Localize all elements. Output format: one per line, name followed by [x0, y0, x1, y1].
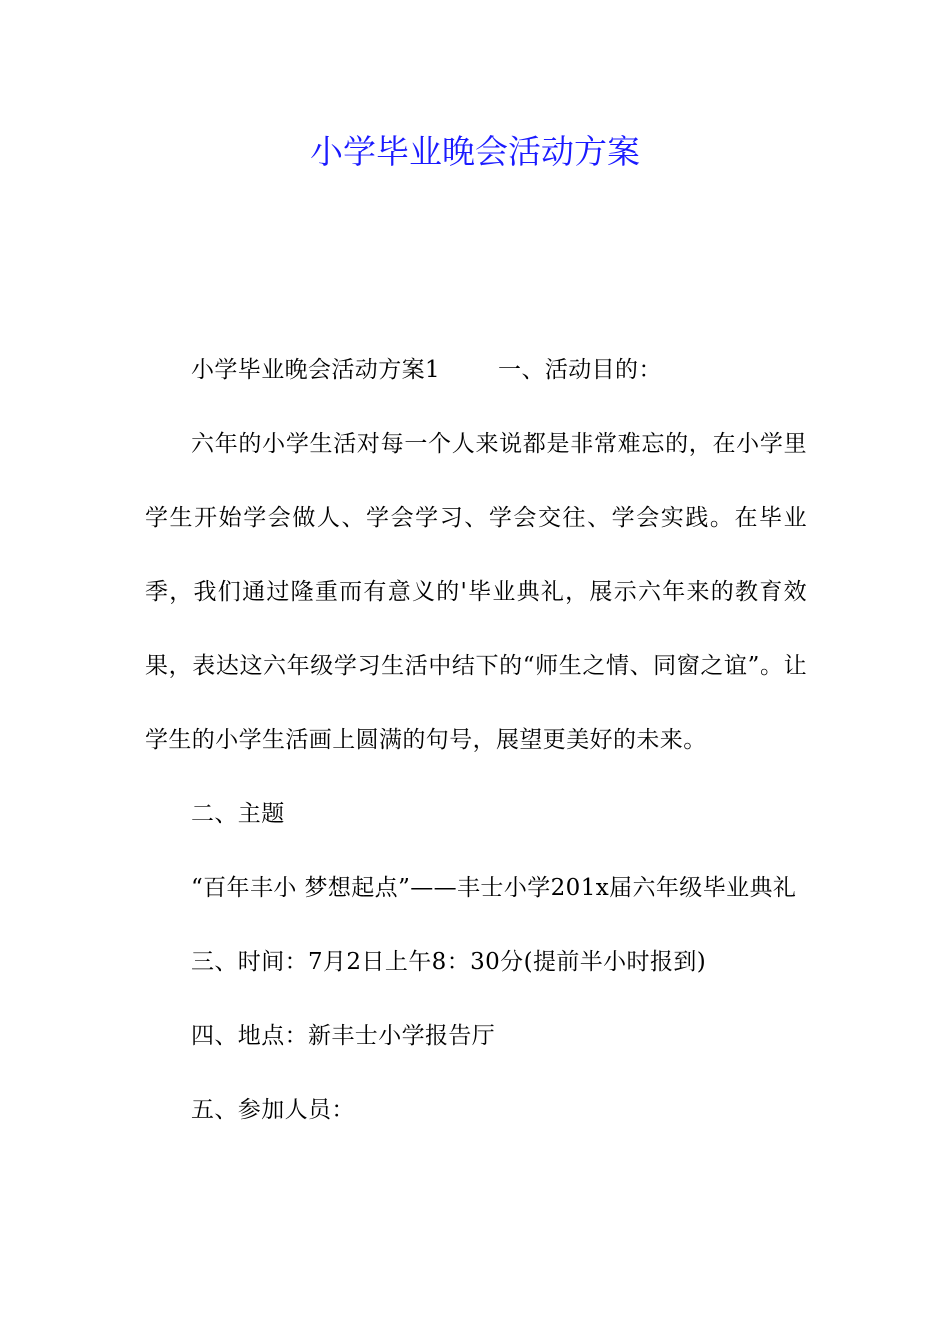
- section-participants: 五、参加人员：: [191, 1097, 355, 1123]
- purpose-paragraph: 六年的小学生活对每一个人来说都是非常难忘的，在小学里学生开始学会做人、学会学习、学会交往、学会实践。在毕业季，我们通过隆重而有意义的'毕业典礼，展示六年来的教育效果，表达这六年级学习生活中结下的“师生之情、同窗之谊”。让学生的小学生活画上圆满的句号，展望更美好的未来。: [145, 431, 807, 753]
- section-theme-heading: 二、主题: [191, 801, 285, 827]
- section-place: 四、地点：新丰士小学报告厅: [191, 1023, 496, 1049]
- heading-line: [145, 333, 807, 407]
- section-time: 三、时间：7月2日上午8：30分(提前半小时报到): [191, 949, 707, 975]
- theme-paragraph: “百年丰小 梦想起点”——丰士小学201x届六年级毕业典礼: [191, 875, 797, 901]
- plan-subtitle: 小学毕业晚会活动方案1: [191, 357, 441, 383]
- section-purpose-heading: 一、活动目的：: [498, 357, 662, 383]
- page-title: 小学毕业晚会活动方案: [310, 132, 640, 171]
- document-body: [145, 333, 807, 1147]
